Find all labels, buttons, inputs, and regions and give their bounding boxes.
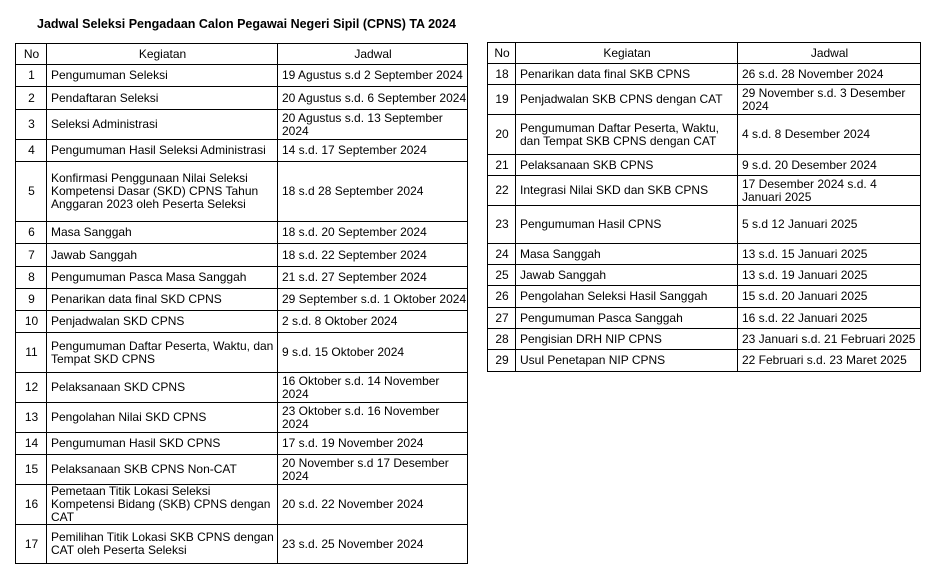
row-jadwal: 23 Januari s.d. 21 Februari 2025 [738,329,921,350]
header-jadwal: Jadwal [278,44,468,65]
row-no: 25 [488,265,516,286]
row-jadwal: 18 s.d. 20 September 2024 [278,222,468,244]
row-no: 14 [16,433,47,455]
row-kegiatan: Pengumuman Hasil SKD CPNS [47,433,278,455]
row-kegiatan: Penjadwalan SKB CPNS dengan CAT [516,85,738,115]
header-no: No [16,44,47,65]
table-row [16,433,468,455]
table-row [488,286,921,308]
row-no: 18 [488,64,516,85]
row-no: 7 [16,244,47,267]
table-row [16,403,468,433]
row-no: 24 [488,244,516,265]
row-kegiatan: Pemilihan Titik Lokasi SKB CPNS dengan CAT oleh Peserta Seleksi [47,525,278,564]
row-kegiatan: Masa Sanggah [47,222,278,244]
table-row [488,329,921,350]
row-jadwal: 20 Agustus s.d. 13 September 2024 [278,110,468,140]
table-row [16,110,468,140]
row-jadwal: 20 November s.d 17 Desember 2024 [278,455,468,485]
table-row [16,311,468,333]
row-jadwal: 9 s.d. 20 Desember 2024 [738,155,921,176]
row-kegiatan: Pengumuman Seleksi [47,65,278,87]
row-jadwal: 18 s.d. 22 September 2024 [278,244,468,267]
table-row [16,244,468,267]
header-kegiatan: Kegiatan [516,43,738,64]
row-kegiatan: Pengolahan Seleksi Hasil Sanggah [516,286,738,308]
row-kegiatan: Jawab Sanggah [47,244,278,267]
row-kegiatan: Pelaksanaan SKB CPNS Non-CAT [47,455,278,485]
row-jadwal: 13 s.d. 15 Januari 2025 [738,244,921,265]
row-kegiatan: Pengisian DRH NIP CPNS [516,329,738,350]
row-jadwal: 13 s.d. 19 Januari 2025 [738,265,921,286]
table-row [488,85,921,115]
row-kegiatan: Penarikan data final SKB CPNS [516,64,738,85]
table-row [488,308,921,329]
table-row [16,525,468,564]
row-jadwal: 29 September s.d. 1 Oktober 2024 [278,289,468,311]
row-jadwal: 23 s.d. 25 November 2024 [278,525,468,564]
row-no: 13 [16,403,47,433]
row-no: 29 [488,350,516,372]
row-no: 10 [16,311,47,333]
row-no: 27 [488,308,516,329]
row-kegiatan: Pelaksanaan SKD CPNS [47,373,278,403]
row-jadwal: 29 November s.d. 3 Desember 2024 [738,85,921,115]
table-row [488,265,921,286]
row-jadwal: 2 s.d. 8 Oktober 2024 [278,311,468,333]
row-no: 17 [16,525,47,564]
header-kegiatan: Kegiatan [47,44,278,65]
table-row [488,350,921,372]
row-jadwal: 4 s.d. 8 Desember 2024 [738,115,921,155]
row-kegiatan: Jawab Sanggah [516,265,738,286]
row-jadwal: 16 s.d. 22 Januari 2025 [738,308,921,329]
table-row [488,176,921,206]
row-no: 23 [488,206,516,244]
row-kegiatan: Pelaksanaan SKB CPNS [516,155,738,176]
row-kegiatan: Pengumuman Pasca Sanggah [516,308,738,329]
row-jadwal: 20 Agustus s.d. 6 September 2024 [278,87,468,110]
row-no: 16 [16,485,47,525]
row-jadwal: 18 s.d 28 September 2024 [278,162,468,222]
row-kegiatan: Konfirmasi Penggunaan Nilai Seleksi Kompetensi Dasar (SKD) CPNS Tahun Anggaran 2023 oleh Peserta Seleksi [47,162,278,222]
row-kegiatan: Pengumuman Daftar Peserta, Waktu, dan Tempat SKB CPNS dengan CAT [516,115,738,155]
row-no: 22 [488,176,516,206]
row-jadwal: 17 s.d. 19 November 2024 [278,433,468,455]
row-no: 20 [488,115,516,155]
table-row [488,115,921,155]
row-kegiatan: Masa Sanggah [516,244,738,265]
row-kegiatan: Pengumuman Daftar Peserta, Waktu, dan Tempat SKD CPNS [47,333,278,373]
row-jadwal: 9 s.d. 15 Oktober 2024 [278,333,468,373]
table-row [16,267,468,289]
row-jadwal: 26 s.d. 28 November 2024 [738,64,921,85]
row-no: 28 [488,329,516,350]
row-no: 2 [16,87,47,110]
row-kegiatan: Pengumuman Hasil CPNS [516,206,738,244]
row-kegiatan: Integrasi Nilai SKD dan SKB CPNS [516,176,738,206]
row-no: 26 [488,286,516,308]
row-jadwal: 14 s.d. 17 September 2024 [278,140,468,162]
row-no: 9 [16,289,47,311]
row-kegiatan: Seleksi Administrasi [47,110,278,140]
row-jadwal: 19 Agustus s.d 2 September 2024 [278,65,468,87]
row-kegiatan: Pemetaan Titik Lokasi Seleksi Kompetensi Bidang (SKB) CPNS dengan CAT [47,485,278,525]
row-kegiatan: Penarikan data final SKD CPNS [47,289,278,311]
row-jadwal: 16 Oktober s.d. 14 November 2024 [278,373,468,403]
row-no: 5 [16,162,47,222]
table-row [16,140,468,162]
table-header-row [488,43,921,64]
row-no: 15 [16,455,47,485]
row-no: 8 [16,267,47,289]
row-kegiatan: Pengolahan Nilai SKD CPNS [47,403,278,433]
schedule-table-left [15,43,468,564]
row-jadwal: 20 s.d. 22 November 2024 [278,485,468,525]
row-no: 19 [488,85,516,115]
table-row [16,455,468,485]
table-row [16,373,468,403]
table-header-row [16,44,468,65]
page-title: Jadwal Seleksi Pengadaan Calon Pegawai Negeri Sipil (CPNS) TA 2024 [37,17,456,31]
row-no: 12 [16,373,47,403]
schedule-table-right [487,42,921,372]
row-kegiatan: Usul Penetapan NIP CPNS [516,350,738,372]
header-no: No [488,43,516,64]
row-no: 11 [16,333,47,373]
table-row [488,206,921,244]
row-jadwal: 22 Februari s.d. 23 Maret 2025 [738,350,921,372]
table-row [16,289,468,311]
table-row [16,162,468,222]
header-jadwal: Jadwal [738,43,921,64]
row-no: 6 [16,222,47,244]
table-row [16,65,468,87]
table-row [488,155,921,176]
table-row [488,64,921,85]
row-kegiatan: Pengumuman Hasil Seleksi Administrasi [47,140,278,162]
row-kegiatan: Pengumuman Pasca Masa Sanggah [47,267,278,289]
table-row [488,244,921,265]
table-row [16,222,468,244]
table-row [16,333,468,373]
row-no: 1 [16,65,47,87]
row-jadwal: 23 Oktober s.d. 16 November 2024 [278,403,468,433]
row-jadwal: 5 s.d 12 Januari 2025 [738,206,921,244]
row-jadwal: 17 Desember 2024 s.d. 4 Januari 2025 [738,176,921,206]
row-no: 4 [16,140,47,162]
table-row [16,87,468,110]
row-kegiatan: Pendaftaran Seleksi [47,87,278,110]
row-jadwal: 15 s.d. 20 Januari 2025 [738,286,921,308]
row-no: 3 [16,110,47,140]
row-kegiatan: Penjadwalan SKD CPNS [47,311,278,333]
row-jadwal: 21 s.d. 27 September 2024 [278,267,468,289]
row-no: 21 [488,155,516,176]
table-row [16,485,468,525]
